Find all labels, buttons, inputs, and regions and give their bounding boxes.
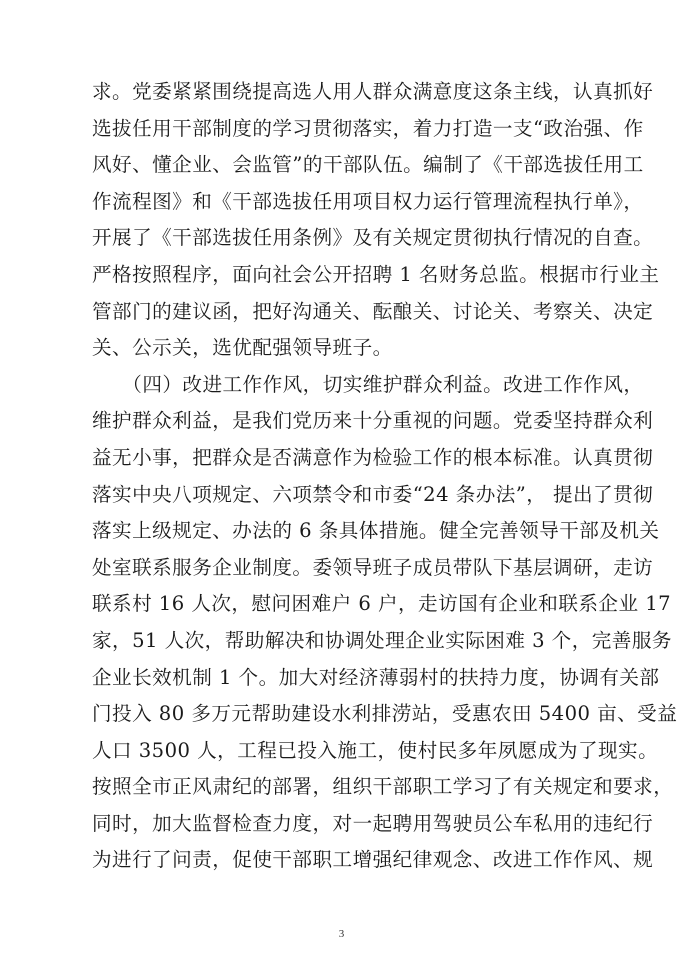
text-line: 落实中央八项规定、六项禁令和市委“24 条办法”， 提出了贯彻 — [92, 482, 654, 506]
text-line: 企业长效机制 1 个。加大对经济薄弱村的扶持力度，协调有关部 — [92, 665, 660, 689]
text-line: 维护群众利益，是我们党历来十分重视的问题。党委坚持群众利 — [92, 409, 654, 433]
text-line: 为进行了问责，促使干部职工增强纪律观念、改进工作作风、规 — [92, 848, 654, 872]
text-line: 落实上级规定、办法的 6 条具体措施。健全完善领导干部及机关 — [92, 519, 660, 543]
text-line: 严格按照程序，面向社会公开招聘 1 名财务总监。根据市行业主 — [92, 262, 660, 286]
text-line: 按照全市正风肃纪的部署，组织干部职工学习了有关规定和要求， — [92, 775, 674, 799]
text-line: 选拔任用干部制度的学习贯彻落实，着力打造一支“政治强、作 — [92, 116, 644, 140]
text-line: 同时，加大监督检查力度，对一起聘用驾驶员公车私用的违纪行 — [92, 811, 654, 835]
text-line: 家，51 人次，帮助解决和协调处理企业实际困难 3 个，完善服务 — [92, 628, 672, 652]
text-line: 关、公示关，选优配强领导班子。 — [92, 336, 393, 360]
text-line: 开展了《干部选拔任用条例》及有关规定贯彻执行情况的自查。 — [92, 226, 654, 250]
text-line: 风好、懂企业、会监管”的干部队伍。编制了《干部选拔任用工 — [92, 153, 644, 177]
section-heading-line: （四）改进工作作风，切实维护群众利益。改进工作作风， — [92, 372, 644, 396]
text-line: 门投入 80 多万元帮助建设水利排涝站，受惠农田 5400 亩、受益 — [92, 702, 678, 726]
text-line: 作流程图》和《干部选拔任用项目权力运行管理流程执行单》， — [92, 189, 644, 213]
text-line: 求。党委紧紧围绕提高选人用人群众满意度这条主线，认真抓好 — [92, 80, 654, 103]
text-line: 管部门的建议函，把好沟通关、酝酿关、讨论关、考察关、决定 — [92, 299, 654, 323]
text-line: 联系村 16 人次，慰问困难户 6 户，走访国有企业和联系企业 17 — [92, 592, 672, 616]
text-line: 益无小事，把群众是否满意作为检验工作的根本标准。认真贯彻 — [92, 445, 654, 469]
text-line: 处室联系服务企业制度。委领导班子成员带队下基层调研，走访 — [92, 555, 654, 579]
body-text — [92, 74, 678, 879]
page-number: 3 — [338, 928, 345, 940]
text-line: 人口 3500 人，工程已投入施工，使村民多年夙愿成为了现实。 — [92, 738, 659, 762]
